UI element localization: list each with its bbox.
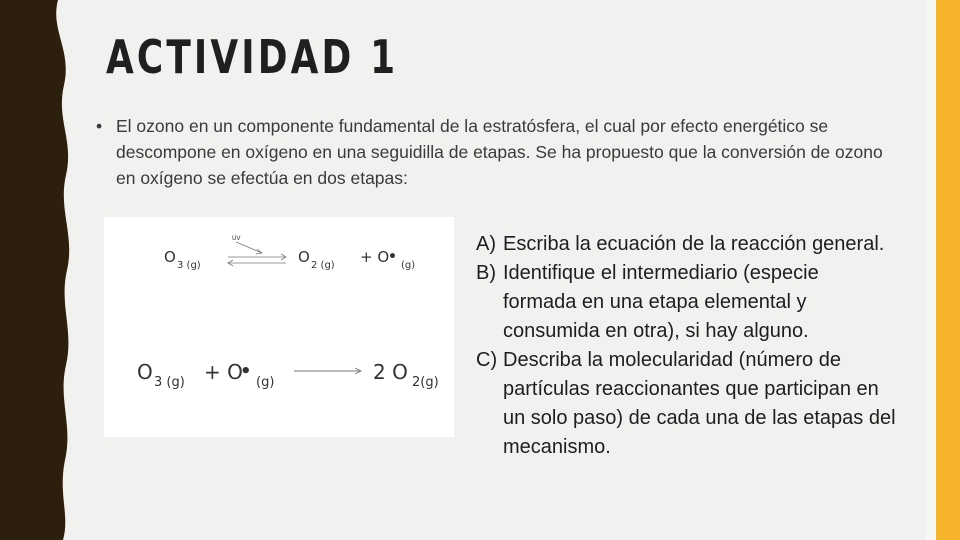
step1-radical-dot: • [388,249,397,265]
reaction-mechanism-diagram [104,217,454,437]
question-label: C) [476,349,498,371]
step1-product1: O [298,248,310,266]
uv-label: UV [232,235,241,242]
step1-product1-sub: 2 (g) [311,260,335,271]
step1-equation [164,235,415,271]
step1-product2-sub: (g) [401,260,416,271]
question-text: Escriba la ecuación de la reacción general. [503,233,885,255]
step2-equation [137,360,439,390]
step2-product-sub: 2(g) [412,375,439,390]
step1-reactant: O [164,248,176,266]
step2-product: 2 O [373,360,408,384]
question-label: A) [476,233,496,255]
left-decorative-border [0,0,80,540]
question-a [476,230,896,259]
right-accent-bar [936,0,960,540]
question-text: Identifique el intermediario (especie formada en una etapa elemental y consumida en otra), si hay alguno. [503,262,819,342]
step2-plus-o: + O [204,360,243,384]
questions-list [476,230,896,462]
intro-text: El ozono en un componente fundamental de la estratósfera, el cual por efecto energético se descompone en oxígeno en una seguidilla de etapas. Se ha propuesto que la conversión de ozono en oxígeno se efectúa en dos etapas: [116,116,883,188]
step2-reactant2-sub: (g) [256,375,275,390]
question-text: Describa la molecularidad (número de partículas reaccionantes que participan en un solo paso) de cada una de las etapas del mecanismo. [503,349,896,458]
question-c [476,346,896,462]
step1-plus-o: + O [360,248,390,266]
step2-reactant1: O [137,360,153,384]
question-b [476,259,896,346]
bullet-icon: • [96,116,103,136]
step1-reactant-sub: 3 (g) [177,260,201,271]
step2-reactant1-sub: 3 (g) [154,375,185,390]
slide-title: ACTIVIDAD 1 [106,30,399,84]
uv-arrow [236,242,262,253]
right-light-strip [926,0,936,540]
step2-radical-dot: • [240,361,252,382]
question-label: B) [476,262,496,284]
intro-paragraph [96,113,896,191]
